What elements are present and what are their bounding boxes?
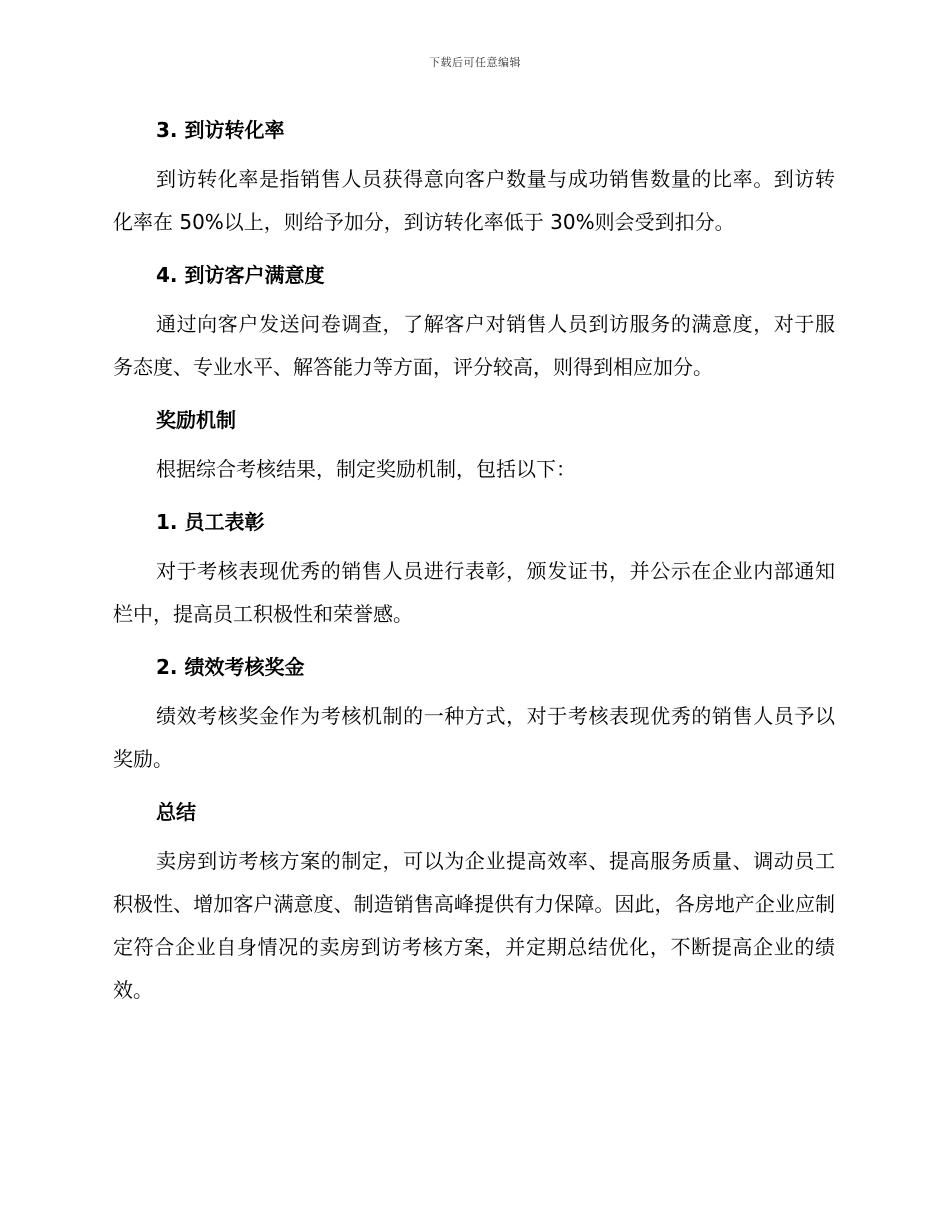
- section-paragraph-performance-bonus: 绩效考核奖金作为考核机制的一种方式，对于考核表现优秀的销售人员予以奖励。: [113, 704, 835, 771]
- section-paragraph-summary: 卖房到访考核方案的制定，可以为企业提高效率、提高服务质量、调动员工积极性、增加客户满意度、制造销售高峰提供有力保障。因此，各房地产企业应制定符合企业自身情况的卖房到访考核方案，并定期总结优化，不断提高企业的绩效。: [113, 849, 835, 1002]
- section-heading-employee-recognition: 1. 员工表彰: [156, 510, 265, 534]
- document-body: [113, 112, 835, 1012]
- section-paragraph-conversion-rate: 到访转化率是指销售人员获得意向客户数量与成功销售数量的比率。到访转化率在 50%以上，则给予加分，到访转化率低于 30%则会受到扣分。: [113, 167, 835, 234]
- section-paragraph-customer-satisfaction: 通过向客户发送问卷调查，了解客户对销售人员到访服务的满意度，对于服务态度、专业水平、解答能力等方面，评分较高，则得到相应加分。: [113, 312, 835, 379]
- section-heading-summary: 总结: [156, 800, 196, 824]
- section-paragraph-reward-mechanism: 根据综合考核结果，制定奖励机制，包括以下：: [156, 457, 576, 481]
- section-heading-customer-satisfaction: 4. 到访客户满意度: [156, 263, 325, 287]
- page-header-note: 下载后可任意编辑: [429, 56, 521, 69]
- section-heading-performance-bonus: 2. 绩效考核奖金: [156, 655, 305, 679]
- section-paragraph-employee-recognition: 对于考核表现优秀的销售人员进行表彰，颁发证书，并公示在企业内部通知栏中，提高员工积极性和荣誉感。: [113, 559, 835, 626]
- section-heading-reward-mechanism: 奖励机制: [156, 408, 236, 432]
- section-heading-conversion-rate: 3. 到访转化率: [156, 118, 285, 142]
